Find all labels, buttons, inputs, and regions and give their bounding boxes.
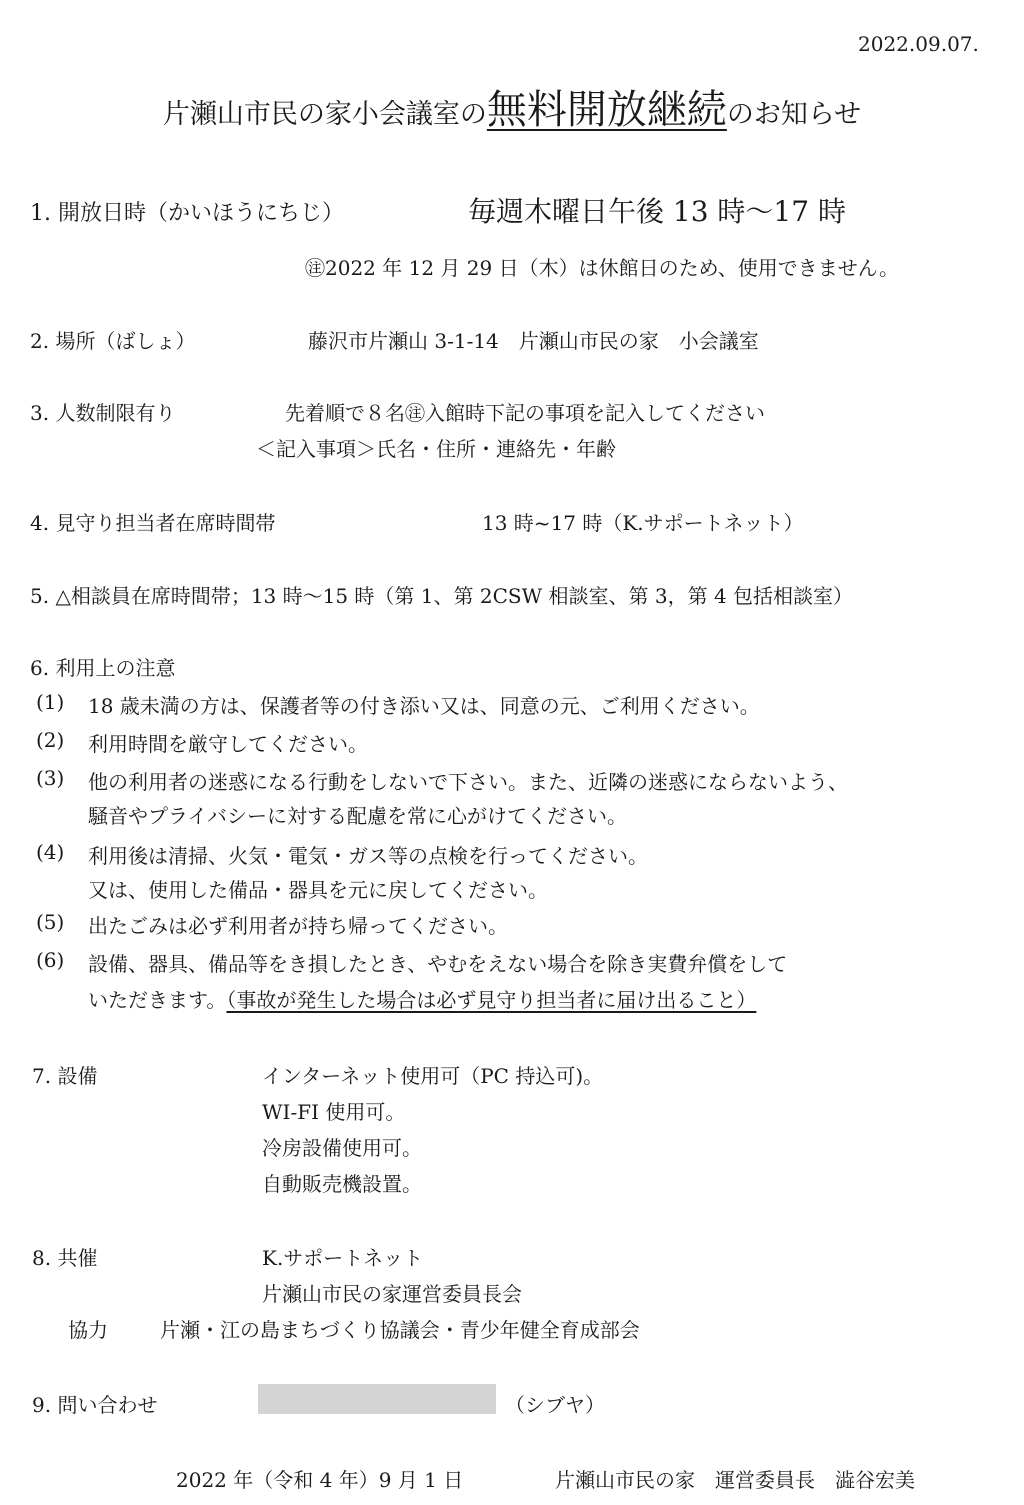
section1-label: 1. 開放日時（かいほうにちじ） [30, 201, 344, 226]
notice-item-4-line2: 又は、使用した備品・器具を元に戻してください。 [88, 878, 548, 902]
title-suffix: のお知らせ [726, 99, 862, 130]
document-date: 2022.09.07. [858, 32, 979, 56]
notice-item-3-num: (3) [36, 766, 65, 790]
section2-label: 2. 場所（ばしょ） [30, 329, 196, 353]
document-title [0, 78, 1024, 135]
section7-label: 7. 設備 [32, 1064, 98, 1088]
section6-heading: 6. 利用上の注意 [30, 656, 176, 680]
notice-item-4-num: (4) [36, 840, 65, 864]
notice-item-6-line2-underlined: （事故が発生した場合は必ず見守り担当者に届け出ること） [226, 988, 757, 1012]
section3-line2: ＜記入事項＞氏名・住所・連絡先・年齢 [256, 437, 616, 461]
equipment-item-4: 自動販売機設置。 [262, 1172, 422, 1196]
section1-value: 毎週木曜日午後 13 時～17 時 [468, 195, 846, 228]
notice-item-4-line1: 利用後は清掃、火気・電気・ガス等の点検を行ってください。 [88, 844, 648, 868]
cooperation-label: 協力 [68, 1318, 108, 1342]
notice-item-1-num: (1) [36, 690, 65, 714]
cooperation-value: 片瀬・江の島まちづくり協議会・青少年健全育成部会 [160, 1318, 640, 1342]
section9-suffix: （シブヤ） [505, 1393, 605, 1417]
notice-item-6-line1: 設備、器具、備品等をき損したとき、やむをえない場合を除き実費弁償をして [88, 952, 788, 976]
notice-item-3-line2: 騒音やプライバシーに対する配慮を常に心がけてください。 [88, 804, 627, 828]
equipment-item-3: 冷房設備使用可。 [262, 1136, 422, 1160]
section1-note: ㊟2022 年 12 月 29 日（木）は休館日のため、使用できません。 [305, 256, 899, 280]
equipment-item-2: WI-FI 使用可。 [262, 1100, 406, 1124]
title-prefix: 片瀬山市民の家小会議室の [162, 99, 487, 130]
footer-date: 2022 年（令和 4 年）9 月 1 日 [176, 1468, 464, 1492]
section4-value: 13 時~17 時（K.サポートネット） [482, 511, 804, 535]
section9-label: 9. 問い合わせ [32, 1393, 158, 1417]
title-emphasis: 無料開放継続 [486, 87, 727, 133]
section3-value: 先着順で８名㊟入館時下記の事項を記入してください [285, 401, 765, 425]
notice-item-6-line2 [88, 984, 756, 1013]
footer-organization: 片瀬山市民の家 運営委員長 澁谷宏美 [555, 1468, 915, 1492]
cohost-item-1: K.サポートネット [262, 1246, 424, 1270]
equipment-item-1: インターネット使用可（PC 持込可)。 [262, 1064, 604, 1088]
notice-item-5-line: 出たごみは必ず利用者が持ち帰ってください。 [88, 914, 508, 938]
section8-label: 8. 共催 [32, 1246, 98, 1270]
section5-text: 5. △相談員在席時間帯；13 時～15 時（第 1、第 2CSW 相談室、第 3，第 4 包括相談室） [30, 584, 854, 608]
cohost-item-2: 片瀬山市民の家運営委員長会 [262, 1282, 522, 1306]
section2-value: 藤沢市片瀬山 3-1-14 片瀬山市民の家 小会議室 [308, 329, 759, 353]
notice-item-3-line1: 他の利用者の迷惑になる行動をしないで下さい。また、近隣の迷惑にならないよう、 [88, 770, 848, 794]
notice-item-2-line: 利用時間を厳守してください。 [88, 732, 368, 756]
section4-label: 4. 見守り担当者在席時間帯 [30, 511, 276, 535]
notice-item-6-line2-a: いただきます。 [88, 988, 227, 1012]
notice-item-2-num: (2) [36, 728, 65, 752]
redacted-contact [258, 1384, 496, 1414]
notice-item-5-num: (5) [36, 910, 65, 934]
notice-item-1-line: 18 歳未満の方は、保護者等の付き添い又は、同意の元、ご利用ください。 [88, 694, 760, 718]
notice-item-6-num: (6) [36, 948, 65, 972]
section3-label: 3. 人数制限有り [30, 401, 176, 425]
